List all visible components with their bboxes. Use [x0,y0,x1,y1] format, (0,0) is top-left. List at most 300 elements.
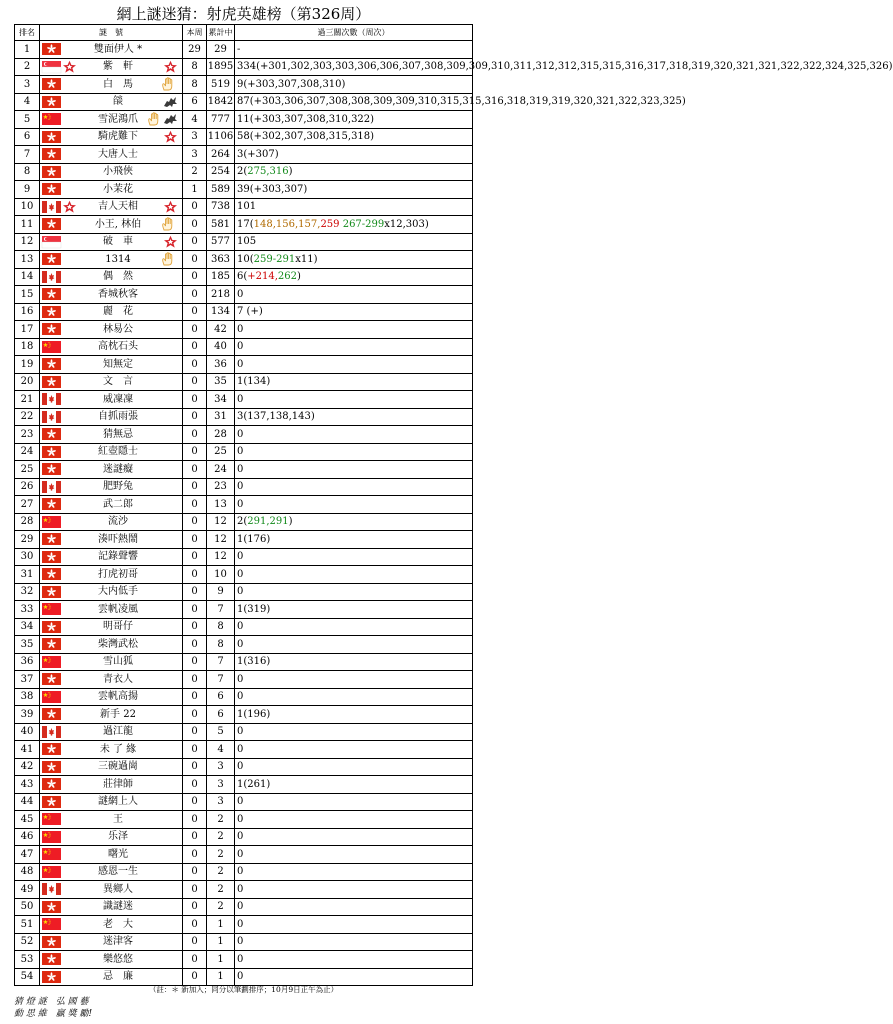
flag-ca-icon [42,411,61,423]
rank-cell: 23 [15,426,40,444]
total-score-cell: 577 [207,233,235,251]
name-cell [40,391,183,409]
total-score-cell: 185 [207,268,235,286]
rank-cell: 49 [15,881,40,899]
rank-cell: 50 [15,898,40,916]
flag-hk-icon [42,971,61,983]
total-score-cell: 8 [207,636,235,654]
record-cell: 7 (+) [235,303,473,321]
name-cell [40,251,183,269]
player-name: 吉人天相 [98,201,138,213]
player-name: 破 車 [103,236,133,248]
flag-hk-icon [42,78,61,90]
player-name: 三碗過崗 [98,761,138,773]
total-score-cell: 1 [207,916,235,934]
name-cell [40,601,183,619]
player-name: 識謎迷 [103,901,133,913]
record-segment: ) [288,516,293,528]
week-score-cell: 0 [183,933,207,951]
flag-ca-icon [42,271,61,283]
total-score-cell: 42 [207,321,235,339]
rank-cell: 47 [15,846,40,864]
total-score-cell: 35 [207,373,235,391]
record-cell: 0 [235,898,473,916]
hand-icon [161,252,176,266]
player-name: 明哥仔 [103,621,133,633]
rank-cell: 46 [15,828,40,846]
table-row [15,898,473,916]
record-cell: 11(+303,307,308,310,322) [235,111,473,129]
rank-cell: 48 [15,863,40,881]
rank-cell: 45 [15,811,40,829]
flag-hk-icon [42,586,61,598]
rank-cell: 26 [15,478,40,496]
rank-cell: 28 [15,513,40,531]
table-row [15,636,473,654]
flag-hk-icon [42,131,61,143]
player-name: 威凜凜 [103,393,133,405]
player-name: 紫 軒 [103,61,133,73]
player-name: 大唐人士 [98,148,138,160]
record-cell: 1(176) [235,531,473,549]
flag-ca-icon [42,201,61,213]
record-cell: 3(137,138,143) [235,408,473,426]
name-cell [40,356,183,374]
record-segment: 17( [237,218,254,230]
total-score-cell: 3 [207,776,235,794]
record-cell: - [235,41,473,59]
week-score-cell: 0 [183,286,207,304]
total-score-cell: 25 [207,443,235,461]
flag-cn-icon [42,113,61,125]
week-score-cell: 8 [183,58,207,76]
record-segment: x12,303) [384,218,429,230]
rank-cell: 24 [15,443,40,461]
table-row [15,741,473,759]
record-cell: 0 [235,566,473,584]
total-score-cell: 218 [207,286,235,304]
name-cell [40,846,183,864]
flag-cn-icon [42,516,61,528]
star-icon [163,130,178,144]
total-score-cell: 7 [207,601,235,619]
flag-hk-icon [42,498,61,510]
table-row [15,146,473,164]
hand-icon [147,112,162,126]
total-score-cell: 7 [207,671,235,689]
record-cell: 0 [235,846,473,864]
rank-cell: 6 [15,128,40,146]
record-cell: 0 [235,478,473,496]
week-score-cell: 0 [183,356,207,374]
player-name: 未 了 緣 [99,743,137,755]
week-score-cell: 0 [183,268,207,286]
week-score-cell: 0 [183,198,207,216]
flag-cn-icon [42,656,61,668]
rank-cell: 3 [15,76,40,94]
record-cell: 0 [235,618,473,636]
flag-hk-icon [42,621,61,633]
week-score-cell: 8 [183,76,207,94]
rank-cell: 5 [15,111,40,129]
player-name: 紅壺隱士 [98,446,138,458]
flag-hk-icon [42,253,61,265]
name-cell [40,478,183,496]
flag-hk-icon [42,218,61,230]
flag-hk-icon [42,463,61,475]
player-name: 林易公 [103,323,133,335]
week-score-cell: 0 [183,566,207,584]
tiger-icon [163,95,178,109]
player-name: 猜無忌 [103,428,133,440]
week-score-cell: 0 [183,881,207,899]
table-row [15,951,473,969]
name-cell [40,303,183,321]
week-score-cell: 0 [183,496,207,514]
name-cell [40,93,183,111]
rank-cell: 43 [15,776,40,794]
week-score-cell: 0 [183,723,207,741]
total-score-cell: 363 [207,251,235,269]
total-score-cell: 10 [207,566,235,584]
header-rank: 排名 [15,25,40,41]
rank-cell: 37 [15,671,40,689]
record-cell: 0 [235,338,473,356]
record-cell: 0 [235,496,473,514]
week-score-cell: 0 [183,531,207,549]
table-row [15,408,473,426]
week-score-cell: 0 [183,653,207,671]
rank-cell: 39 [15,706,40,724]
footnote: （註：＊ 新加入；同分以筆劃排序；10月9日正午為止） [148,985,339,994]
player-name: 柴灣武松 [98,638,138,650]
table-row [15,426,473,444]
table-row [15,968,473,986]
total-score-cell: 1 [207,951,235,969]
table-row [15,776,473,794]
slogan-line-1: 猜 燈 謎 弘 國 藝 [14,997,89,1007]
rank-cell: 52 [15,933,40,951]
total-score-cell: 29 [207,41,235,59]
player-name: 雙面伊人 * [93,43,143,55]
table-row [15,478,473,496]
table-row [15,706,473,724]
page-title: 網上謎迷猜：射虎英雄榜（第326周） [116,5,371,23]
name-cell [40,461,183,479]
header-record: 過三關次數（周次） [235,25,473,41]
rank-cell: 31 [15,566,40,584]
table-row [15,163,473,181]
name-cell [40,741,183,759]
week-score-cell: 0 [183,741,207,759]
rank-cell: 10 [15,198,40,216]
rank-cell: 53 [15,951,40,969]
player-name: 文 言 [103,376,133,388]
name-cell [40,881,183,899]
player-name: 雲帆凌風 [98,603,138,615]
name-cell [40,706,183,724]
table-row [15,181,473,199]
record-cell: 101 [235,198,473,216]
name-cell [40,181,183,199]
rank-cell: 30 [15,548,40,566]
player-name: 雲帆高揚 [98,691,138,703]
record-segment: 275,316 [247,166,289,178]
name-cell [40,373,183,391]
rank-cell: 32 [15,583,40,601]
table-row [15,111,473,129]
table-row [15,793,473,811]
total-score-cell: 31 [207,408,235,426]
name-cell [40,793,183,811]
record-segment: 148,156,157, [253,218,321,230]
rank-cell: 54 [15,968,40,986]
rank-cell: 35 [15,636,40,654]
table-row [15,601,473,619]
table-row [15,286,473,304]
player-name: 迷謎癡 [103,463,133,475]
week-score-cell: 0 [183,548,207,566]
total-score-cell: 6 [207,706,235,724]
hand-icon [161,77,176,91]
player-name: 老 大 [103,918,133,930]
star-icon [62,200,77,214]
week-score-cell: 0 [183,618,207,636]
player-name: 記錄聲響 [98,551,138,563]
total-score-cell: 2 [207,898,235,916]
name-cell [40,776,183,794]
record-segment: 2( [237,516,248,528]
total-score-cell: 5 [207,723,235,741]
record-segment: ) [288,166,293,178]
name-cell [40,268,183,286]
week-score-cell: 0 [183,846,207,864]
flag-cn-icon [42,866,61,878]
week-score-cell: 0 [183,688,207,706]
record-segment: 6( [237,271,248,283]
rank-cell: 8 [15,163,40,181]
rank-cell: 25 [15,461,40,479]
record-cell: 0 [235,863,473,881]
total-score-cell: 2 [207,846,235,864]
table-row [15,933,473,951]
flag-cn-icon [42,341,61,353]
player-name: 高枕石头 [98,341,138,353]
table-row [15,758,473,776]
total-score-cell: 2 [207,828,235,846]
rank-cell: 16 [15,303,40,321]
flag-hk-icon [42,551,61,563]
name-cell [40,41,183,59]
name-cell [40,443,183,461]
week-score-cell: 0 [183,636,207,654]
player-name: 偶 然 [103,271,133,283]
week-score-cell: 0 [183,216,207,234]
week-score-cell: 0 [183,601,207,619]
rank-cell: 51 [15,916,40,934]
record-cell: 0 [235,968,473,986]
table-row [15,128,473,146]
name-cell [40,828,183,846]
rank-cell: 33 [15,601,40,619]
total-score-cell: 8 [207,618,235,636]
week-score-cell: 0 [183,583,207,601]
table-row [15,303,473,321]
flag-hk-icon [42,673,61,685]
name-cell [40,898,183,916]
flag-hk-icon [42,568,61,580]
total-score-cell: 34 [207,391,235,409]
record-cell [235,163,473,181]
name-cell [40,811,183,829]
record-cell: 0 [235,426,473,444]
week-score-cell: 0 [183,968,207,986]
flag-hk-icon [42,43,61,55]
record-cell: 0 [235,321,473,339]
name-cell [40,636,183,654]
week-score-cell: 0 [183,898,207,916]
flag-cn-icon [42,691,61,703]
name-cell [40,758,183,776]
record-cell: 0 [235,356,473,374]
week-score-cell: 4 [183,111,207,129]
record-segment: +214, [247,271,278,283]
star-icon [163,235,178,249]
table-row [15,391,473,409]
flag-hk-icon [42,638,61,650]
player-name: 流沙 [108,516,128,528]
week-score-cell: 0 [183,408,207,426]
record-cell: 0 [235,443,473,461]
player-name: 莊律師 [103,778,133,790]
total-score-cell: 3 [207,758,235,776]
table-row [15,653,473,671]
table-row [15,356,473,374]
week-score-cell: 0 [183,373,207,391]
total-score-cell: 12 [207,513,235,531]
record-segment: 2( [237,166,248,178]
rank-cell: 11 [15,216,40,234]
record-cell: 39(+303,307) [235,181,473,199]
total-score-cell: 4 [207,741,235,759]
record-cell: 0 [235,548,473,566]
flag-hk-icon [42,761,61,773]
table-row [15,251,473,269]
flag-hk-icon [42,358,61,370]
header-week: 本周 [183,25,207,41]
rank-cell: 18 [15,338,40,356]
rank-cell: 20 [15,373,40,391]
name-cell [40,723,183,741]
name-cell [40,128,183,146]
record-cell: 1(261) [235,776,473,794]
record-cell: 0 [235,391,473,409]
player-name: 香城秋客 [98,288,138,300]
week-score-cell: 6 [183,93,207,111]
week-score-cell: 0 [183,391,207,409]
player-name: 新手 22 [100,708,136,720]
record-cell: 1(316) [235,653,473,671]
slogan [14,996,92,1020]
total-score-cell: 24 [207,461,235,479]
rank-cell: 34 [15,618,40,636]
player-name: 白 馬 [103,78,133,90]
week-score-cell: 0 [183,916,207,934]
rank-cell: 9 [15,181,40,199]
flag-hk-icon [42,778,61,790]
name-cell [40,968,183,986]
player-name: 武二郎 [103,498,133,510]
week-score-cell: 0 [183,461,207,479]
name-cell [40,76,183,94]
record-cell: 9(+303,307,308,310) [235,76,473,94]
week-score-cell: 3 [183,146,207,164]
record-segment: 10( [237,253,254,265]
player-name: 乐泽 [108,831,128,843]
name-cell [40,216,183,234]
rank-cell: 21 [15,391,40,409]
player-name: 麗 花 [103,306,133,318]
player-name: 迷津客 [103,936,133,948]
flag-hk-icon [42,446,61,458]
name-cell [40,426,183,444]
star-icon [163,200,178,214]
rank-cell: 41 [15,741,40,759]
week-score-cell: 0 [183,863,207,881]
table-header-row [15,25,473,41]
table-row [15,58,473,76]
flag-hk-icon [42,936,61,948]
record-segment: 267-299 [342,218,385,230]
flag-hk-icon [42,953,61,965]
player-name: 小茉花 [103,183,133,195]
name-cell [40,618,183,636]
total-score-cell: 9 [207,583,235,601]
record-segment: 262 [277,271,298,283]
record-cell [235,513,473,531]
name-cell [40,146,183,164]
flag-ca-icon [42,883,61,895]
name-cell [40,163,183,181]
record-segment: ) [297,271,301,283]
name-cell [40,951,183,969]
flag-hk-icon [42,96,61,108]
rank-cell: 7 [15,146,40,164]
total-score-cell: 28 [207,426,235,444]
player-name: 雪泥鴻爪 [98,113,138,125]
rank-cell: 14 [15,268,40,286]
table-row [15,198,473,216]
record-cell: 0 [235,951,473,969]
record-cell: 58(+302,307,308,315,318) [235,128,473,146]
name-cell [40,513,183,531]
tiger-icon [163,112,178,126]
player-name: 湊吓熱鬧 [98,533,138,545]
flag-hk-icon [42,183,61,195]
table-row [15,671,473,689]
table-row [15,881,473,899]
record-cell: 87(+303,306,307,308,308,309,309,310,315,315,316,318,319,319,320,321,322,323,325) [235,93,473,111]
rank-cell: 44 [15,793,40,811]
player-name: 小王, 林伯 [94,218,142,230]
player-name: 過江龍 [103,726,133,738]
table-row [15,513,473,531]
record-cell: 0 [235,671,473,689]
rank-cell: 17 [15,321,40,339]
rank-cell: 42 [15,758,40,776]
player-name: 感恩一生 [98,866,138,878]
flag-hk-icon [42,148,61,160]
